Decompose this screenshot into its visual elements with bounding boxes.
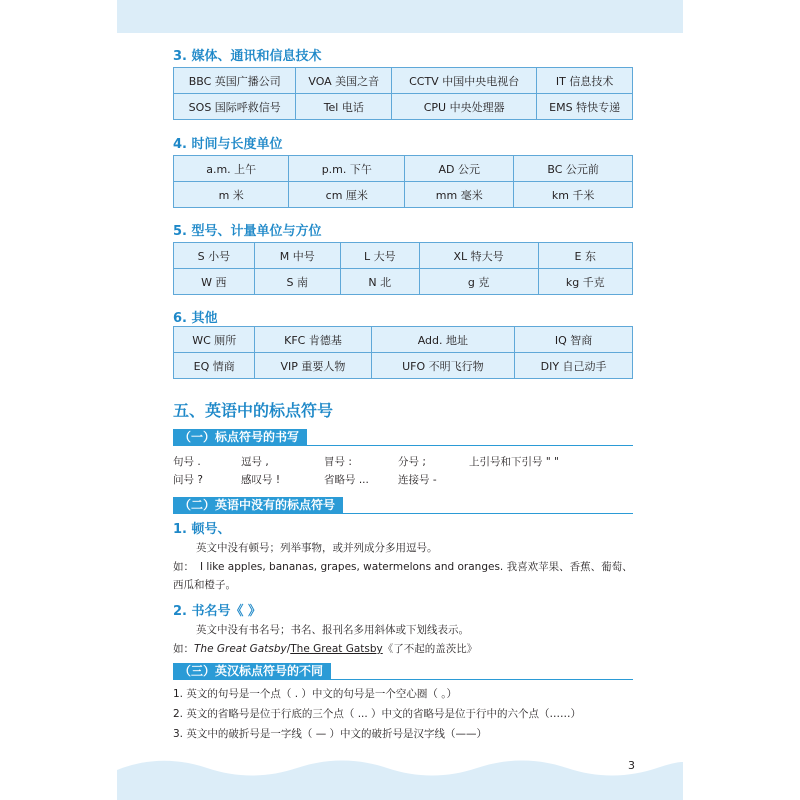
punct-comma: 逗号 , xyxy=(241,456,269,468)
dunhao-example: I like apples, bananas, grapes, watermelons and oranges. 我喜欢苹果、香蕉、葡萄、 xyxy=(200,561,633,573)
punct-question: 问号 ? xyxy=(173,474,203,486)
table-row xyxy=(174,68,633,94)
heading-dunhao: 1. 顿号、 xyxy=(173,522,231,537)
chinese-title: 《了不起的盖茨比》 xyxy=(382,643,478,655)
chapter-title: 五、英语中的标点符号 xyxy=(173,401,334,420)
section-title-size: 5. 型号、计量单位与方位 xyxy=(173,224,322,239)
table-cell: S 小号 xyxy=(174,243,255,269)
punct-quotes: 上引号和下引号 " " xyxy=(469,456,559,468)
table-cell: a.m. 上午 xyxy=(174,156,289,182)
table-cell: L 大号 xyxy=(340,243,419,269)
dunhao-example-cont: 西瓜和橙子。 xyxy=(173,579,236,591)
table-cell: BBC 英国广播公司 xyxy=(174,68,296,94)
difference-item: 2. 英文的省略号是位于行底的三个点（ ... ）中文的省略号是位于行中的六个点（……） xyxy=(173,708,582,720)
table-cell: cm 厘米 xyxy=(289,182,405,208)
punct-period: 句号 . xyxy=(173,456,201,468)
table-row xyxy=(174,353,633,379)
media-table xyxy=(173,67,633,120)
table-cell: g 克 xyxy=(419,269,538,295)
table-cell: UFO 不明飞行物 xyxy=(371,353,515,379)
italic-title: The Great Gatsby xyxy=(194,643,287,655)
example-label: 如： xyxy=(173,561,194,573)
table-cell: E 东 xyxy=(538,243,632,269)
difference-item: 3. 英文中的破折号是一字线（ — ）中文的破折号是汉字线（——） xyxy=(173,728,488,740)
table-cell: M 中号 xyxy=(254,243,340,269)
table-cell: km 千米 xyxy=(514,182,633,208)
slash: / xyxy=(286,643,291,655)
size-table xyxy=(173,242,633,295)
punct-colon: 冒号 : xyxy=(324,456,352,468)
table-cell: EQ 情商 xyxy=(174,353,255,379)
table-cell: AD 公元 xyxy=(405,156,514,182)
punct-exclamation: 感叹号 ! xyxy=(241,474,281,486)
table-row xyxy=(174,269,633,295)
example-label: 如： xyxy=(173,643,194,655)
table-cell: VOA 美国之音 xyxy=(296,68,392,94)
table-cell: XL 特大号 xyxy=(419,243,538,269)
table-cell: S 南 xyxy=(254,269,340,295)
table-row xyxy=(174,243,633,269)
table-cell: CCTV 中国中央电视台 xyxy=(392,68,537,94)
top-decorative-band xyxy=(117,0,683,33)
table-cell: WC 厕所 xyxy=(174,327,255,353)
table-cell: W 西 xyxy=(174,269,255,295)
page-number: 3 xyxy=(628,759,635,772)
table-cell: Tel 电话 xyxy=(296,94,392,120)
banner-missing-punctuation: （二）英语中没有的标点符号 xyxy=(173,497,343,514)
table-cell: SOS 国际呼救信号 xyxy=(174,94,296,120)
table-cell: BC 公元前 xyxy=(514,156,633,182)
underlined-title: The Great Gatsby xyxy=(290,643,383,655)
shuminghao-explanation: 英文中没有书名号；书名、报刊名多用斜体或下划线表示。 xyxy=(196,624,469,636)
other-table xyxy=(173,326,633,379)
table-cell: VIP 重要人物 xyxy=(255,353,371,379)
bottom-wave-decoration xyxy=(117,740,683,800)
punct-semicolon: 分号 ; xyxy=(398,456,426,468)
section-title-time: 4. 时间与长度单位 xyxy=(173,137,283,152)
banner-differences: （三）英汉标点符号的不同 xyxy=(173,663,331,680)
page xyxy=(117,0,683,800)
shuminghao-example xyxy=(173,641,477,656)
dunhao-explanation: 英文中没有顿号；列举事物，或并列成分多用逗号。 xyxy=(196,542,438,554)
table-cell: KFC 肯德基 xyxy=(255,327,371,353)
table-cell: N 北 xyxy=(340,269,419,295)
table-cell: mm 毫米 xyxy=(405,182,514,208)
table-cell: m 米 xyxy=(174,182,289,208)
table-cell: DIY 自己动手 xyxy=(515,353,633,379)
table-row xyxy=(174,182,633,208)
section-title-media: 3. 媒体、通讯和信息技术 xyxy=(173,49,322,64)
table-row xyxy=(174,156,633,182)
heading-shuminghao: 2. 书名号《 》 xyxy=(173,604,262,619)
table-row xyxy=(174,94,633,120)
section-title-other: 6. 其他 xyxy=(173,311,218,326)
table-cell: kg 千克 xyxy=(538,269,632,295)
time-table xyxy=(173,155,633,208)
table-cell: CPU 中央处理器 xyxy=(392,94,537,120)
table-cell: IQ 智商 xyxy=(515,327,633,353)
table-row xyxy=(174,327,633,353)
table-cell: p.m. 下午 xyxy=(289,156,405,182)
difference-item: 1. 英文的句号是一个点（ . ）中文的句号是一个空心圈（ 。） xyxy=(173,688,457,700)
table-cell: IT 信息技术 xyxy=(537,68,633,94)
punct-ellipsis: 省略号 ... xyxy=(324,474,369,486)
banner-punctuation-writing: （一）标点符号的书写 xyxy=(173,429,307,446)
punct-hyphen: 连接号 - xyxy=(398,474,437,486)
table-cell: EMS 特快专递 xyxy=(537,94,633,120)
table-cell: Add. 地址 xyxy=(371,327,515,353)
